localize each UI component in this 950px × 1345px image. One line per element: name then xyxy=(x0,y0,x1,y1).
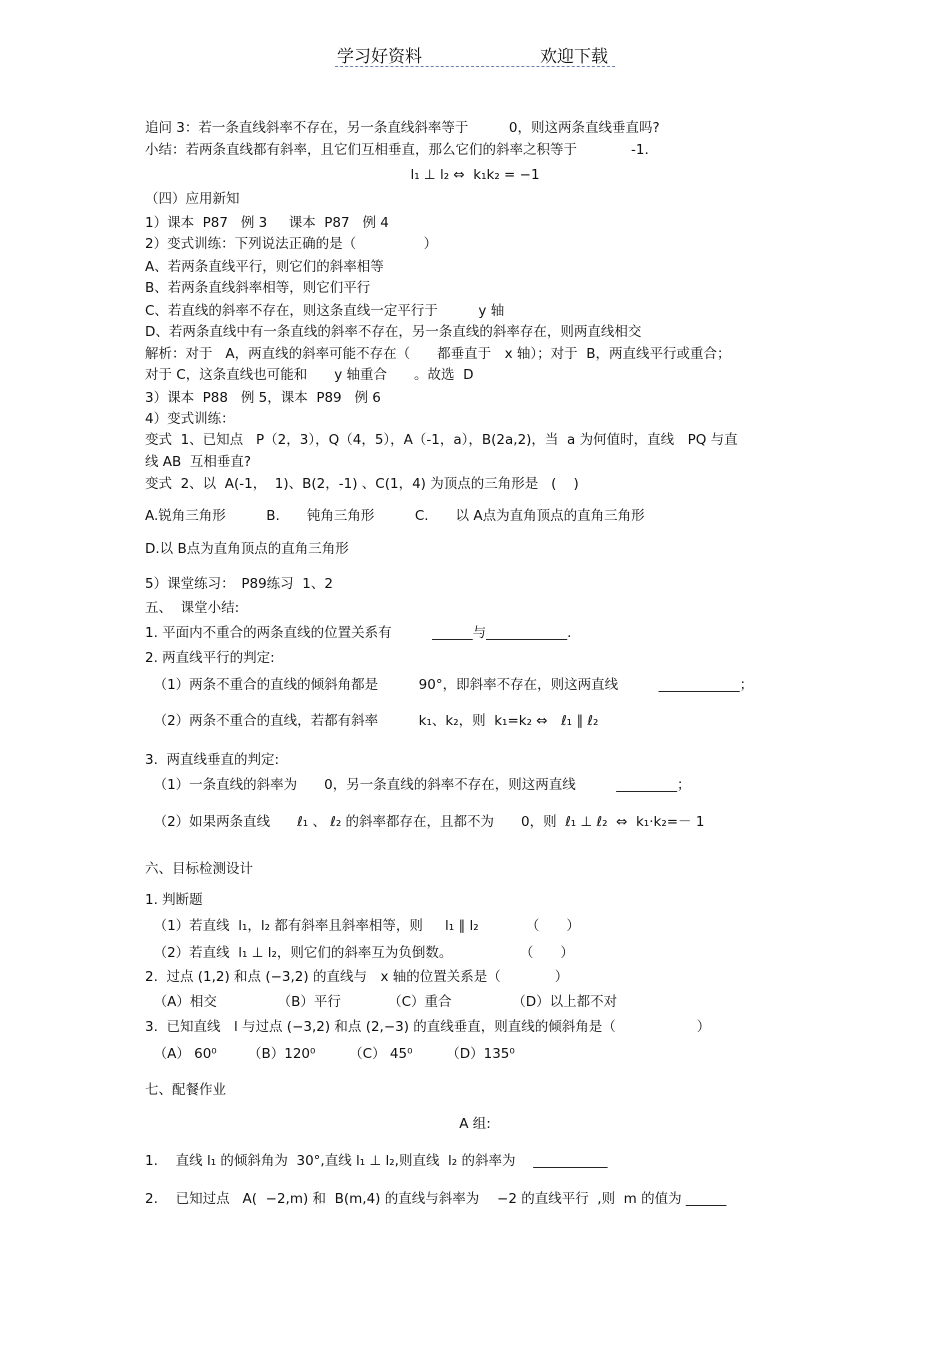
text-line: 解析：对于 A，两直线的斜率可能不存在（ 都垂直于 x 轴）；对于 B，两直线平行或重合； xyxy=(145,346,731,362)
text-line: 小结：若两条直线都有斜率，且它们互相垂直，那么它们的斜率之积等于 -1. xyxy=(145,142,649,158)
text-line: D、若两条直线中有一条直线的斜率不存在，另一条直线的斜率存在，则两直线相交 xyxy=(145,324,642,340)
text-line: （A）相交 （B）平行 （C）重合 （D）以上都不对 xyxy=(145,994,618,1010)
text-line: （1）一条直线的斜率为 0，另一条直线的斜率不存在，则这两直线 _________； xyxy=(145,777,691,793)
text-line: 1）课本 P87 例 3 课本 P87 例 4 xyxy=(145,215,389,231)
text-line: 4）变式训练： xyxy=(145,411,235,427)
text-line: B、若两条直线斜率相等，则它们平行 xyxy=(145,280,371,296)
text-line: 5）课堂练习： P89练习 1、2 xyxy=(145,576,333,592)
text-line: 2. 过点 (1,2) 和点 (−3,2) 的直线与 x 轴的位置关系是（ ） xyxy=(145,969,569,985)
section-heading: 六、目标检测设计 xyxy=(145,861,253,877)
text-line: A、若两条直线平行，则它们的斜率相等 xyxy=(145,259,384,275)
text-line: （2）若直线 l₁ ⊥ l₂，则它们的斜率互为负倒数。 （ ） xyxy=(145,945,574,961)
text-line: 线 AB 互相垂直? xyxy=(145,454,252,470)
text-line: （A） 60⁰ （B）120⁰ （C） 45⁰ （D）135⁰ xyxy=(145,1046,515,1062)
text-line: 3. 已知直线 l 与过点 (−3,2) 和点 (2,−3) 的直线垂直，则直线的倾斜角是（ ） xyxy=(145,1019,711,1035)
text-line: 追问 3：若一条直线斜率不存在，另一条直线斜率等于 0，则这两条直线垂直吗? xyxy=(145,120,660,136)
text-line: 1. 平面内不重合的两条直线的位置关系有 ______与____________. xyxy=(145,625,572,641)
text-line: 2. 已知过点 A( −2,m) 和 B(m,4) 的直线与斜率为 −2 的直线平行 ,则 m 的值为 ______ xyxy=(145,1191,727,1207)
page-header xyxy=(335,40,615,67)
text-line: C、若直线的斜率不存在，则这条直线一定平行于 y 轴 xyxy=(145,303,505,319)
section-heading: （四）应用新知 xyxy=(145,191,240,207)
section-heading: 七、配餐作业 xyxy=(145,1082,226,1098)
text-line: A.锐角三角形 B. 钝角三角形 C. 以 A点为直角顶点的直角三角形 xyxy=(145,508,645,524)
header-left: 学习好资料 xyxy=(337,47,422,67)
text-line: （1）若直线 l₁，l₂ 都有斜率且斜率相等，则 l₁ ∥ l₂ （ ） xyxy=(145,918,580,934)
text-line: 变式 1、已知点 P（2，3），Q（4，5），A（-1，a），B(2a,2)，当 a 为何值时，直线 PQ 与直 xyxy=(145,432,738,448)
text-line: 2. 两直线平行的判定: xyxy=(145,650,275,666)
text-line: 2）变式训练：下列说法正确的是（ ） xyxy=(145,236,438,252)
formula-line: l₁ ⊥ l₂ ⇔ k₁k₂ = −1 xyxy=(410,167,540,183)
text-line: （2）两条不重合的直线，若都有斜率 k₁、k₂，则 k₁=k₂ ⇔ ℓ₁ ∥ ℓ₂ xyxy=(145,713,599,729)
section-heading: 五、 课堂小结: xyxy=(145,600,240,616)
text-line: 1. 直线 l₁ 的倾斜角为 30°,直线 l₁ ⊥ l₂,则直线 l₂ 的斜率为 ___________ xyxy=(145,1153,608,1169)
text-line: 3）课本 P88 例 5，课本 P89 例 6 xyxy=(145,390,381,406)
text-line: 变式 2、以 A(-1， 1)、B(2，-1) 、C(1，4) 为顶点的三角形是 ( ) xyxy=(145,476,579,492)
text-line: 1. 判断题 xyxy=(145,892,203,908)
header-right: 欢迎下载 xyxy=(540,47,608,67)
text-line: D.以 B点为直角顶点的直角三角形 xyxy=(145,541,349,557)
text-line: （1）两条不重合的直线的倾斜角都是 90°，即斜率不存在，则这两直线 ____________； xyxy=(145,677,754,693)
text-line: 对于 C，这条直线也可能和 y 轴重合 。故选 D xyxy=(145,367,474,383)
text-line: （2）如果两条直线 ℓ₁ 、 ℓ₂ 的斜率都存在，且都不为 0，则 ℓ₁ ⊥ ℓ₂ ⇔ k₁·k₂=－ 1 xyxy=(145,814,705,830)
group-heading: A 组: xyxy=(459,1116,491,1132)
text-line: 3. 两直线垂直的判定: xyxy=(145,752,280,768)
